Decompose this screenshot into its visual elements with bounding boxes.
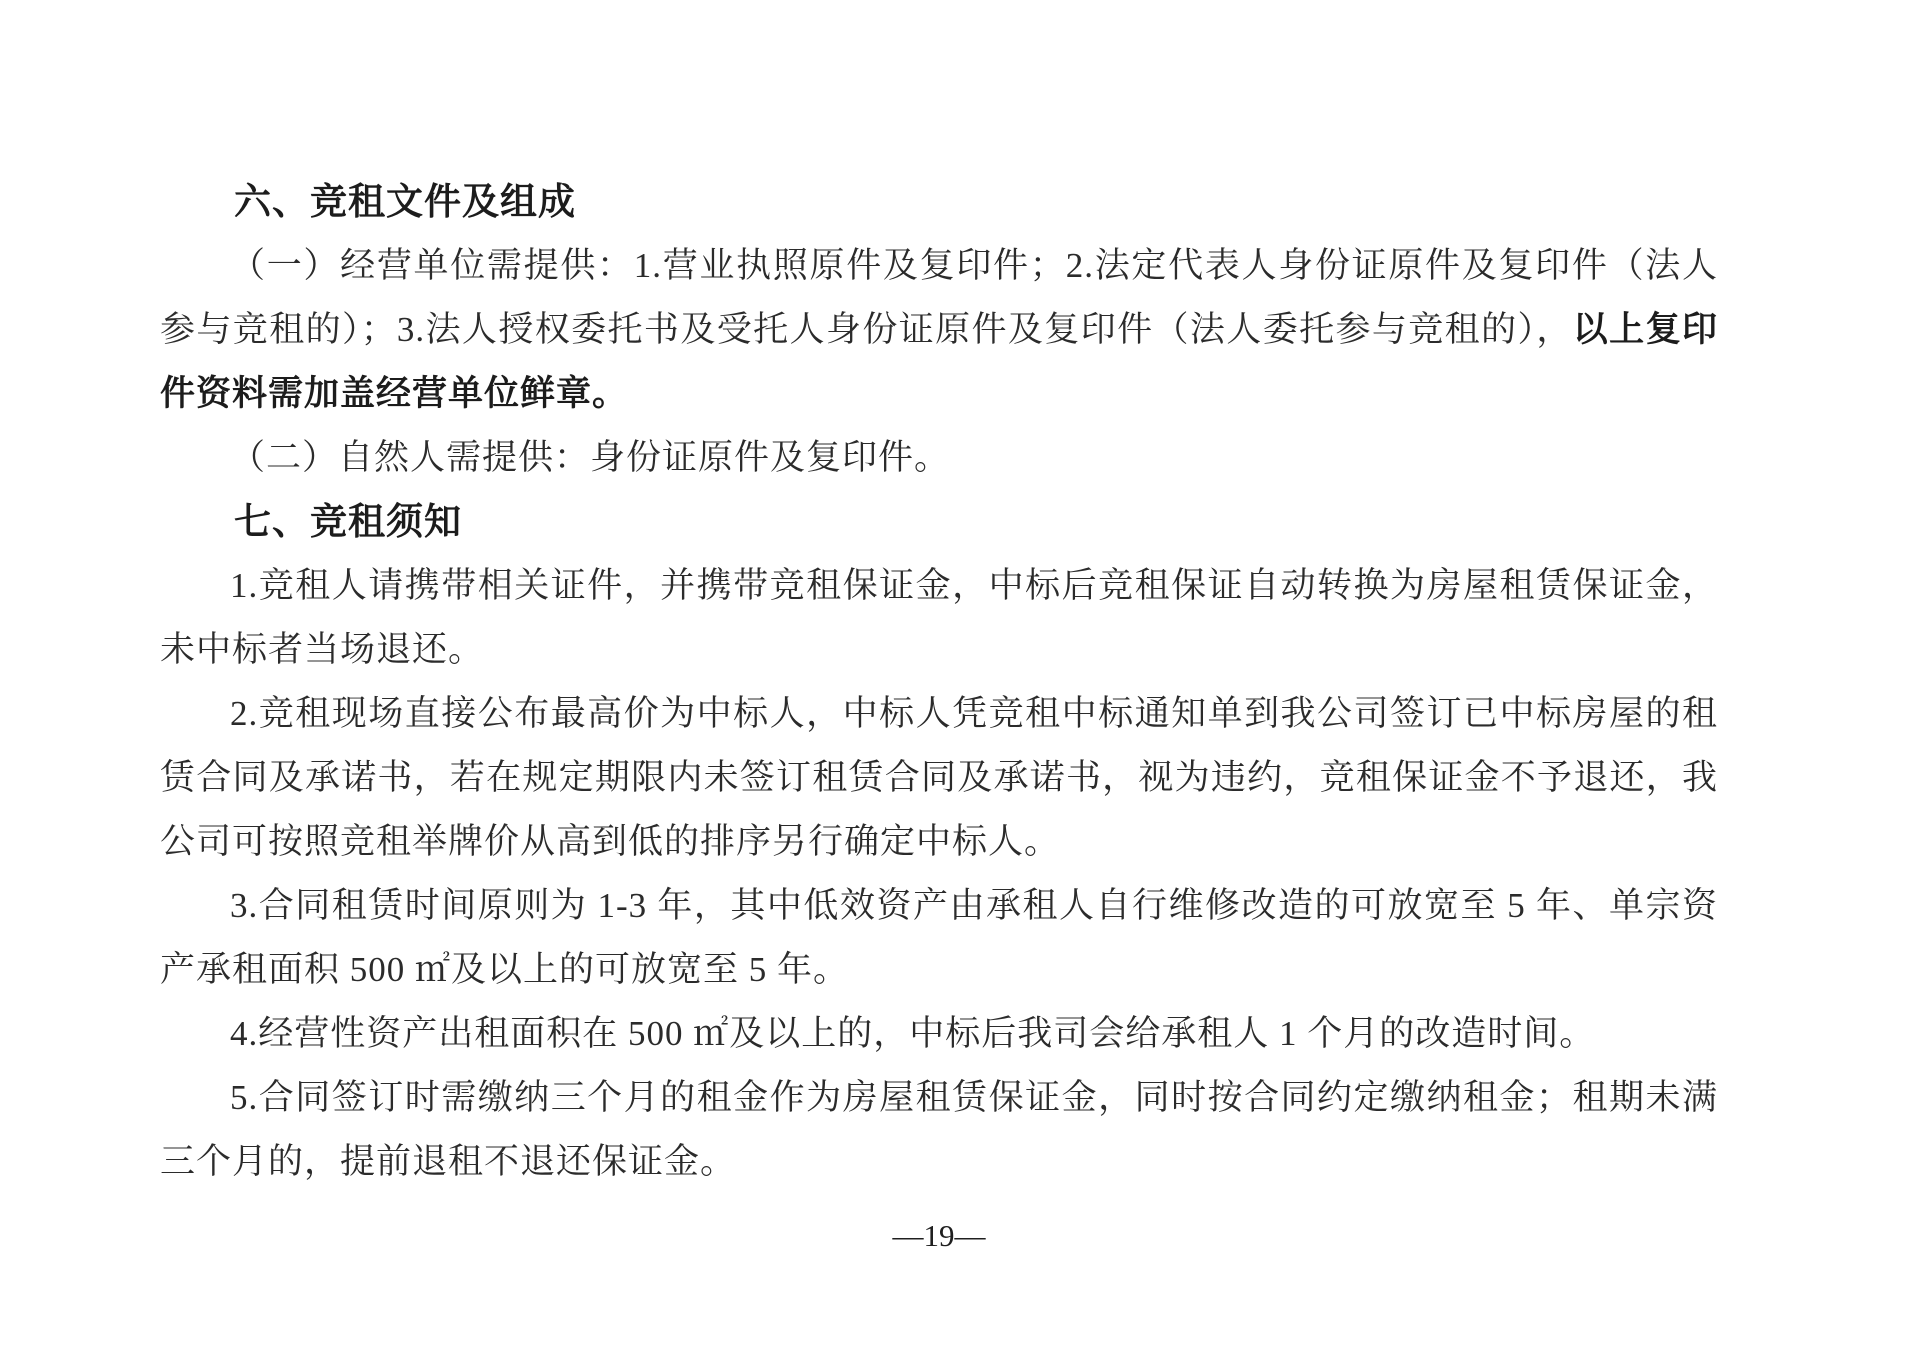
emphasis-text: 以上复印件资料需加盖经营单位鲜章。: [160, 310, 1718, 413]
body-text: 4.经营性资产出租面积在 500 ㎡及以上的，中标后我司会给承租人 1 个月的改造时间。: [230, 1014, 1596, 1053]
paragraph: [160, 682, 1718, 874]
page-footer: [160, 1218, 1718, 1254]
body-text: 5.合同签订时需缴纳三个月的租金作为房屋租赁保证金，同时按合同约定缴纳租金；租期未满三个月的，提前退租不退还保证金。: [160, 1078, 1718, 1181]
paragraph: [160, 1066, 1718, 1194]
body-text: （一）经营单位需提供：1.营业执照原件及复印件；2.法定代表人身份证原件及复印件（法人参与竞租的）；3.法人授权委托书及受托人身份证原件及复印件（法人委托参与竞租的），: [160, 246, 1718, 349]
section-heading: 六、竞租文件及组成: [234, 181, 576, 222]
paragraph: [160, 234, 1718, 426]
section-heading: 七、竞租须知: [234, 501, 462, 542]
body-text: 3.合同租赁时间原则为 1-3 年，其中低效资产由承租人自行维修改造的可放宽至 5 年、单宗资产承租面积 500 ㎡及以上的可放宽至 5 年。: [160, 886, 1718, 989]
body-text: 2.竞租现场直接公布最高价为中标人，中标人凭竞租中标通知单到我公司签订已中标房屋的租赁合同及承诺书，若在规定期限内未签订租赁合同及承诺书，视为违约，竞租保证金不予退还，我公司可按照竞租举牌价从高到低的排序另行确定中标人。: [160, 694, 1718, 861]
body-text: 1.竞租人请携带相关证件，并携带竞租保证金，中标后竞租保证自动转换为房屋租赁保证金，未中标者当场退还。: [160, 566, 1718, 669]
body-text: （二）自然人需提供：身份证原件及复印件。: [230, 438, 951, 477]
paragraph: [160, 874, 1718, 1002]
paragraph: [160, 1002, 1718, 1066]
paragraph: [160, 554, 1718, 682]
paragraph: [160, 426, 1718, 490]
page-number: —19—: [892, 1218, 986, 1253]
document-body: [160, 170, 1718, 1194]
